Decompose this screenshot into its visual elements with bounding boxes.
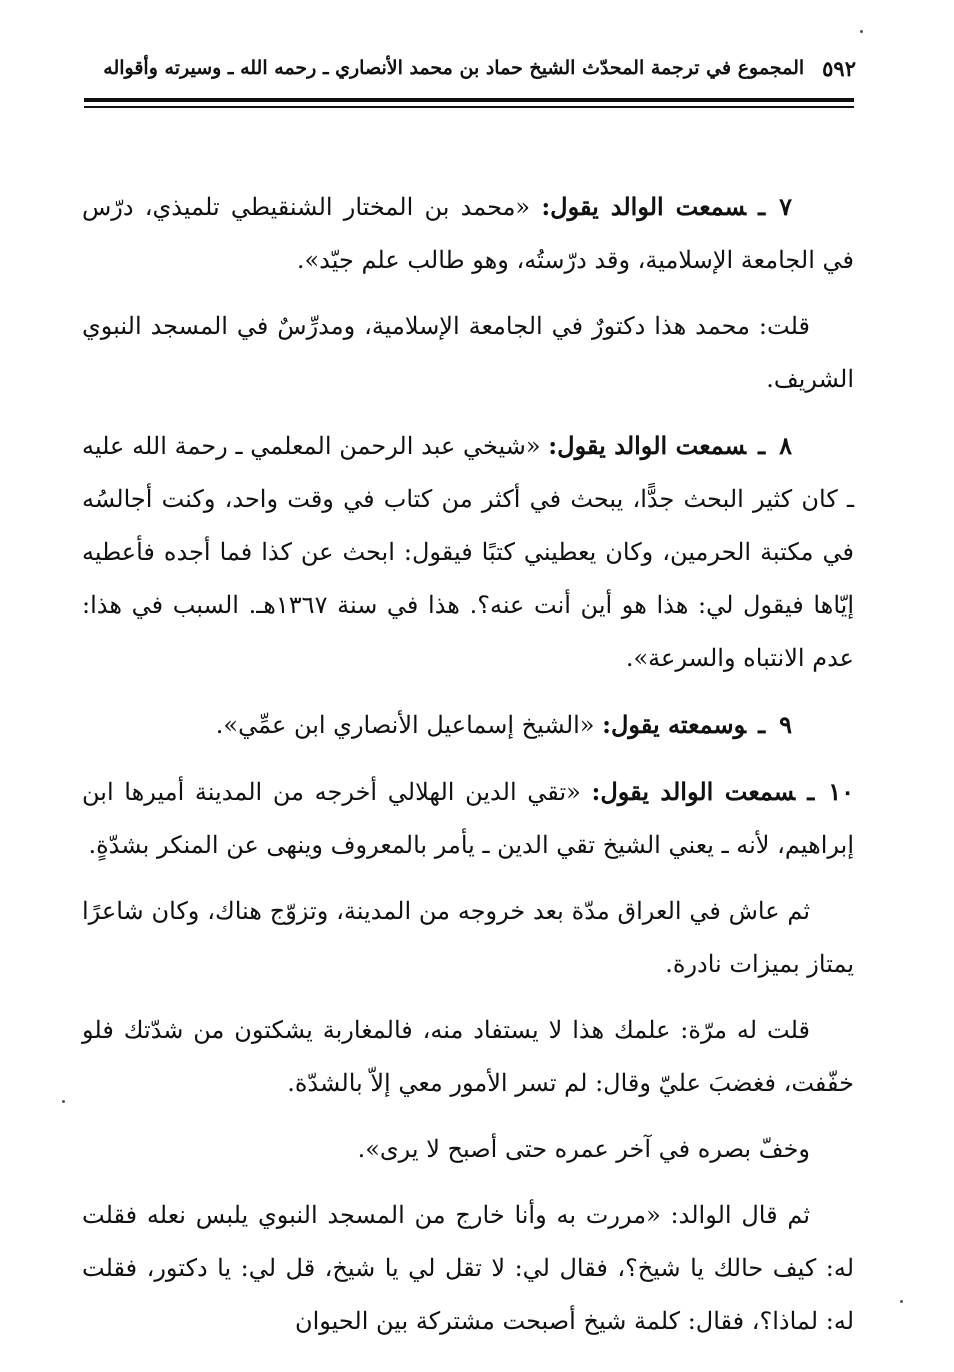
paragraph-number: ٧: [779, 192, 792, 221]
dash: ـ: [758, 710, 766, 739]
paragraph-text: «محمد بن المختار الشنقيطي تلميذي، درّس في الجامعة الإسلامية، وقد درّستُه، وهو طالب علم جيّد».: [82, 193, 854, 274]
paragraph-number: ٨: [779, 431, 792, 460]
dash: ـ: [758, 431, 766, 460]
numbered-paragraph-7: [82, 180, 854, 287]
paragraph-text: وخفّ بصره في آخر عمره حتى أصبح لا يرى».: [357, 1135, 810, 1163]
paragraph-text: ثم قال الوالد: «مررت به وأنا خارج من المسجد النبوي يلبس نعله فقلت له: كيف حالك يا شيخ؟، فقال لي: لا تقل لي يا شيخ، قل لي: يا دكتور، فقلت له: لماذا؟، فقال: كلمة شيخ أصبحت مشتركة بين الحيوان: [82, 1201, 854, 1335]
running-title: المجموع في ترجمة المحدّث الشيخ حماد بن محمد الأنصاري ـ رحمه الله ـ وسيرته وأقواله: [103, 57, 805, 79]
paragraph-lead: وسمعته يقول:: [602, 710, 747, 739]
scan-speck: [62, 1100, 65, 1103]
paragraph: [82, 300, 854, 406]
page-number: ٥٩٢: [822, 55, 856, 81]
paragraph-lead: سمعت الوالد يقول:: [548, 431, 747, 460]
paragraph-lead: سمعت الوالد يقول:: [591, 777, 796, 806]
header-rule-thick: [84, 98, 854, 102]
paragraph-text: ثم عاش في العراق مدّة بعد خروجه من المدينة، وتزوّج هناك، وكان شاعرًا يمتاز بميزات نادرة.: [82, 897, 854, 978]
numbered-paragraph-10: [82, 765, 854, 872]
paragraph-text: «تقي الدين الهلالي أخرجه من المدينة أميرها ابن إبراهيم، لأنه ـ يعني الشيخ تقي الدين ـ يأمر بالمعروف وينهى عن المنكر بشدّةٍ.: [82, 778, 854, 859]
dash: ـ: [807, 777, 815, 806]
paragraph: [82, 1004, 854, 1110]
paragraph-text: قلت له مرّة: علمك هذا لا يستفاد منه، فالمغاربة يشكتون من شدّتك فلو خفّفت، فغضبَ عليّ وقال: لم تسر الأمور معي إلاّ بالشدّة.: [82, 1016, 854, 1097]
paragraph: [82, 1123, 854, 1176]
paragraph-text: «شيخي عبد الرحمن المعلمي ـ رحمة الله عليه ـ كان كثير البحث جدًّا، يبحث في أكثر من كتاب في وقت واحد، وكنت أجالسُه في مكتبة الحرمين، وكان يعطيني كتبًا فيقول: ابحث عن كذا فما أجده فأعطيه إيّاها فيقول لي: هذا هو أين أنت عنه؟. هذا في سنة ١٣٦٧هـ. السبب في هذا: عدم الانتباه والسرعة».: [82, 432, 855, 672]
scan-speck: [860, 30, 863, 33]
header-rule-thin: [84, 106, 854, 108]
numbered-paragraph-9: [82, 698, 854, 752]
paragraph-text: قلت: محمد هذا دكتورٌ في الجامعة الإسلامية، ومدرِّسٌ في المسجد النبوي الشريف.: [82, 312, 854, 393]
paragraph-lead: سمعت الوالد يقول:: [541, 192, 747, 221]
page-header: [88, 48, 856, 88]
dash: ـ: [758, 192, 766, 221]
paragraph: [82, 885, 854, 991]
paragraph-text: «الشيخ إسماعيل الأنصاري ابن عمِّي».: [215, 711, 603, 739]
paragraph-number: ١٠: [828, 777, 854, 806]
page-body: [82, 180, 854, 1361]
numbered-paragraph-8: [82, 419, 854, 685]
paragraph: [82, 1189, 854, 1348]
scan-speck: [900, 1300, 903, 1303]
paragraph-number: ٩: [779, 710, 792, 739]
